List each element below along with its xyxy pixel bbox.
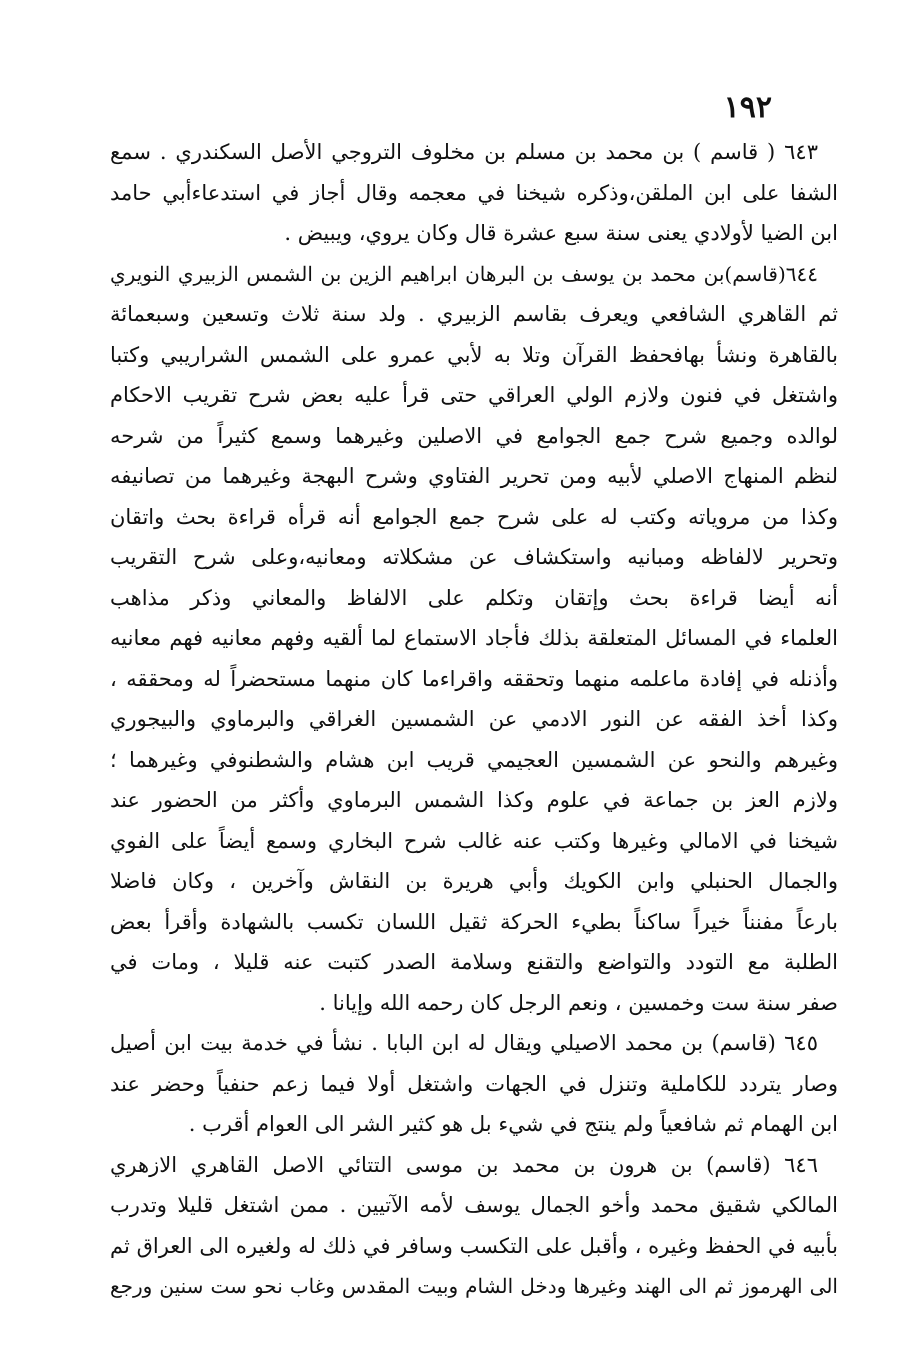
text-line: المالكي شقيق محمد وأخو الجمال يوسف لأمه الآتيين . ممن اشتغل قليلا وتدرب: [110, 1193, 838, 1217]
text-line: ولازم العز بن جماعة في علوم وكذا الشمس البرماوي وأكثر من الحضور عند: [110, 788, 838, 812]
text-line: أنه أيضا قراءة بحث وإتقان وتكلم على الالفاظ والمعاني وذكر مذاهب: [110, 585, 838, 610]
entry-645: [110, 1023, 838, 1145]
text-line: بارعاً مفنناً خيراً ساكناً بطيء الحركة ثقيل اللسان تكسب بالشهادة وأقرأ بعض: [110, 909, 838, 934]
text-line: صفر سنة ست وخمسين ، ونعم الرجل كان رحمه الله وإيانا .: [319, 990, 838, 1015]
text-line: وتحرير لالفاظه ومبانيه واستكشاف عن مشكلاته ومعانيه،وعلى شرح التقريب: [110, 545, 838, 569]
text-line: واشتغل في فنون ولازم الولي العراقي حتى قرأ عليه بعض شرح تقريب الاحكام: [110, 383, 838, 407]
text-line: ٦٤٦ (قاسم) بن هرون بن محمد بن موسى التتائي الاصل القاهري الازهري: [110, 1152, 818, 1177]
page-number: ١٩٢: [723, 90, 772, 125]
entry-643: [110, 132, 838, 254]
text-line: وكذا أخذ الفقه عن النور الادمي عن الشمسين الغراقي والبرماوي والبيجوري: [110, 707, 838, 731]
text-line: العلماء في المسائل المتعلقة بذلك فأجاد الاستماع لما ألقيه وفهم معانيه فهم معانيه: [110, 626, 838, 650]
text-line: وكذا من مروياته وكتب له على شرح جمع الجوامع أنه قرأه قراءة بحث واتقان: [110, 504, 838, 529]
text-line: ٦٤٣ ( قاسم ) بن محمد بن مسلم بن مخلوف التروجي الأصل السكندري . سمع: [110, 140, 818, 164]
text-line: ثم القاهري الشافعي ويعرف بقاسم الزبيري . ولد سنة ثلاث وتسعين وسبعمائة: [110, 302, 838, 326]
text-line: ٦٤٤(قاسم)بن محمد بن يوسف بن البرهان ابراهيم الزين بن الشمس الزبيري النويري: [110, 261, 818, 286]
text-line: الى الهرموز ثم الى الهند وغيرها ودخل الشام وبيت المقدس وغاب نحو ست سنين ورجع: [110, 1274, 838, 1298]
text-line: وأذنله في إفادة ماعلمه منهما وتحققه واقراءما كان منهما مستحضراً له ومحققه ،: [110, 666, 838, 691]
text-line: ابن الهمام ثم شافعياً ولم ينتج في شيء بل هو كثير الشر الى العوام أقرب .: [188, 1112, 838, 1136]
text-line: والجمال الحنبلي وابن الكويك وأبي هريرة بن النقاش وآخرين ، وكان فاضلا: [110, 869, 838, 893]
text-line: وصار يتردد للكاملية وتنزل في الجهات واشتغل أولا فيما زعم حنفياً وحضر عند: [110, 1071, 838, 1096]
text-line: لوالده وجميع شرح جمع الجوامع في الاصلين وغيرهما وسمع كثيراً من شرحه: [110, 423, 838, 448]
text-line: الطلبة مع التودد والتواضع والتقنع وسلامة الصدر كتبت عنه قليلا ، ومات في: [110, 950, 838, 974]
text-line: ابن الضيا لأولادي يعنى سنة سبع عشرة قال وكان يروي، ويبيض .: [284, 221, 838, 245]
text-line: وغيرهم والنحو عن الشمسين العجيمي قريب ابن هشام والشطنوفي وغيرهما ؛: [110, 747, 838, 772]
text-line: الشفا على ابن الملقن،وذكره شيخنا في معجمه وقال أجاز في استدعاءأبي حامد: [110, 180, 838, 205]
entry-646: [110, 1145, 838, 1307]
text-line: ٦٤٥ (قاسم) بن محمد الاصيلي ويقال له ابن البابا . نشأ في خدمة بيت ابن أصيل: [110, 1031, 818, 1055]
text-line: شيخنا في الامالي وغيرها وكتب عنه غالب شرح البخاري وسمع أيضاً على الفوي: [110, 828, 838, 853]
text-line: لنظم المنهاج الاصلي لأبيه ومن تحرير الفتاوي وشرح البهجة وغيرهما من تصانيفه: [110, 464, 838, 488]
text-line: بالقاهرة ونشأ بهافحفظ القرآن وتلا به لأبي عمرو على الشمس الشراريبي وكتبا: [110, 342, 838, 367]
text-column: [110, 132, 838, 1307]
text-line: بأبيه في الحفظ وغيره ، وأقبل على التكسب وسافر في ذلك له ولغيره الى العراق ثم: [110, 1233, 838, 1258]
entry-644: [110, 254, 838, 1024]
